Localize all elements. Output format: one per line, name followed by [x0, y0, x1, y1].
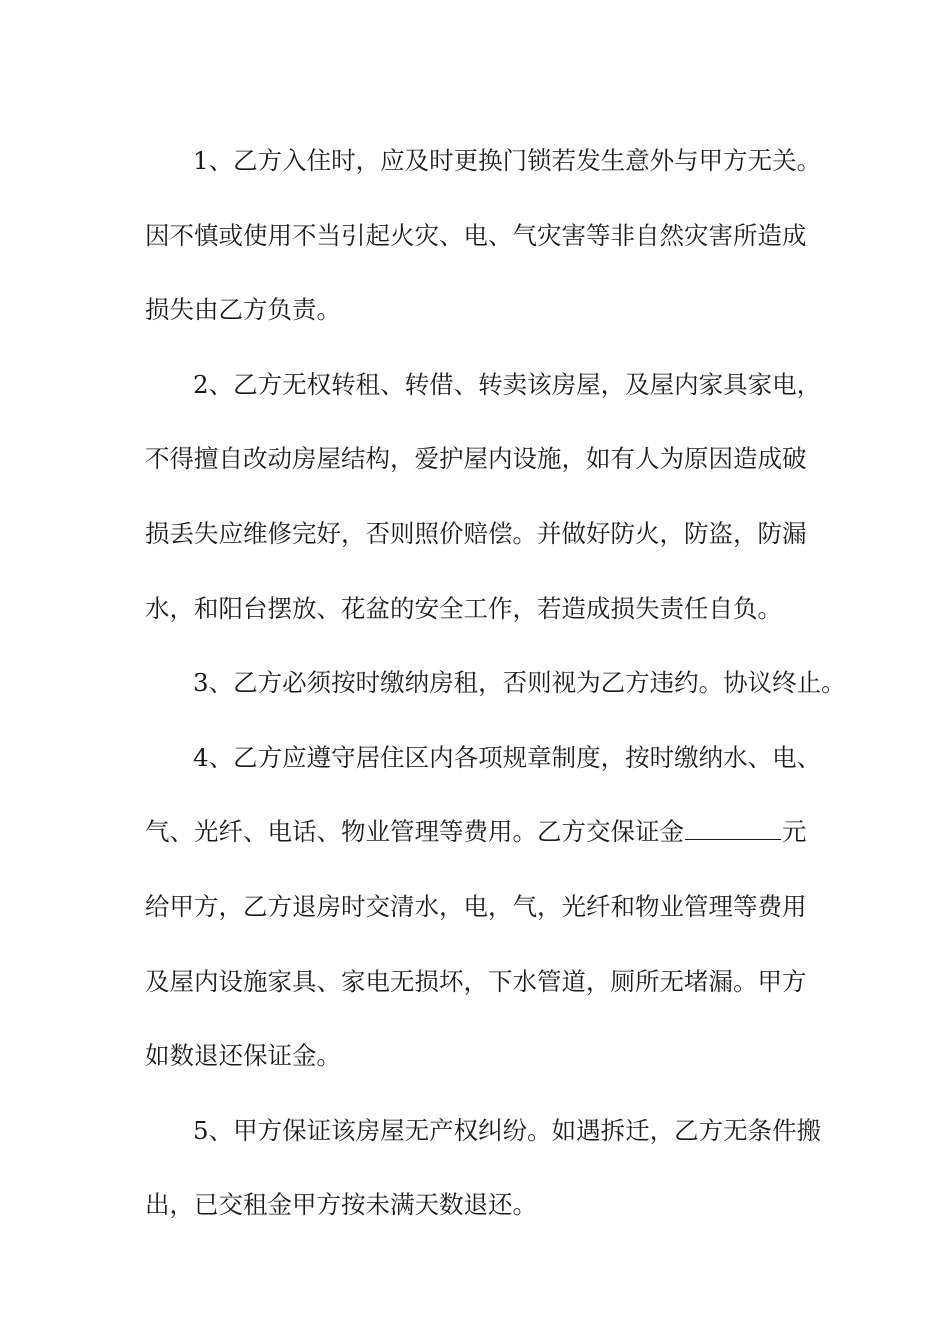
clause-line: 因不慎或使用不当引起火灾、电、气灾害等非自然灾害所造成 [145, 220, 807, 250]
clause-line: 损丢失应维修完好，否则照价赔偿。并做好防火，防盗，防漏 [145, 518, 807, 548]
clause-line: 如数退还保证金。 [145, 1041, 341, 1071]
clause-line: 给甲方，乙方退房时交清水，电，气，光纤和物业管理等费用 [145, 891, 807, 921]
clause-line: 4、乙方应遵守居住区内各项规章制度，按时缴纳水、电、 [193, 742, 822, 772]
clause-line: 5、甲方保证该房屋无产权纠纷。如遇拆迁，乙方无条件搬 [193, 1115, 822, 1145]
deposit-text: 气、光纤、电话、物业管理等费用。乙方交保证金 [145, 817, 684, 847]
currency-unit: 元 [782, 817, 807, 847]
clause-3 [145, 646, 846, 721]
clause-line: 出，已交租金甲方按未满天数退还。 [145, 1190, 537, 1220]
clause-line: 3、乙方必须按时缴纳房租，否则视为乙方违约。协议终止。 [193, 668, 846, 698]
deposit-amount-blank [685, 817, 781, 840]
clause-line: 2、乙方无权转租、转借、转卖该房屋，及屋内家具家电， [193, 369, 822, 399]
clause-line: 损失由乙方负责。 [145, 295, 341, 325]
clause-1 [145, 124, 825, 348]
contract-body [145, 124, 846, 1243]
clause-line-with-blank [145, 795, 825, 870]
clause-line: 水，和阳台摆放、花盆的安全工作，若造成损失责任自负。 [145, 593, 782, 623]
clause-line: 及屋内设施家具、家电无损坏，下水管道，厕所无堵漏。甲方 [145, 966, 807, 996]
clause-5 [145, 1094, 825, 1243]
clause-line: 1、乙方入住时，应及时更换门锁若发生意外与甲方无关。 [193, 146, 822, 175]
clause-line: 不得擅自改动房屋结构，爱护屋内设施，如有人为原因造成破 [145, 444, 807, 474]
clause-2 [145, 348, 825, 646]
clause-4 [145, 721, 825, 1094]
